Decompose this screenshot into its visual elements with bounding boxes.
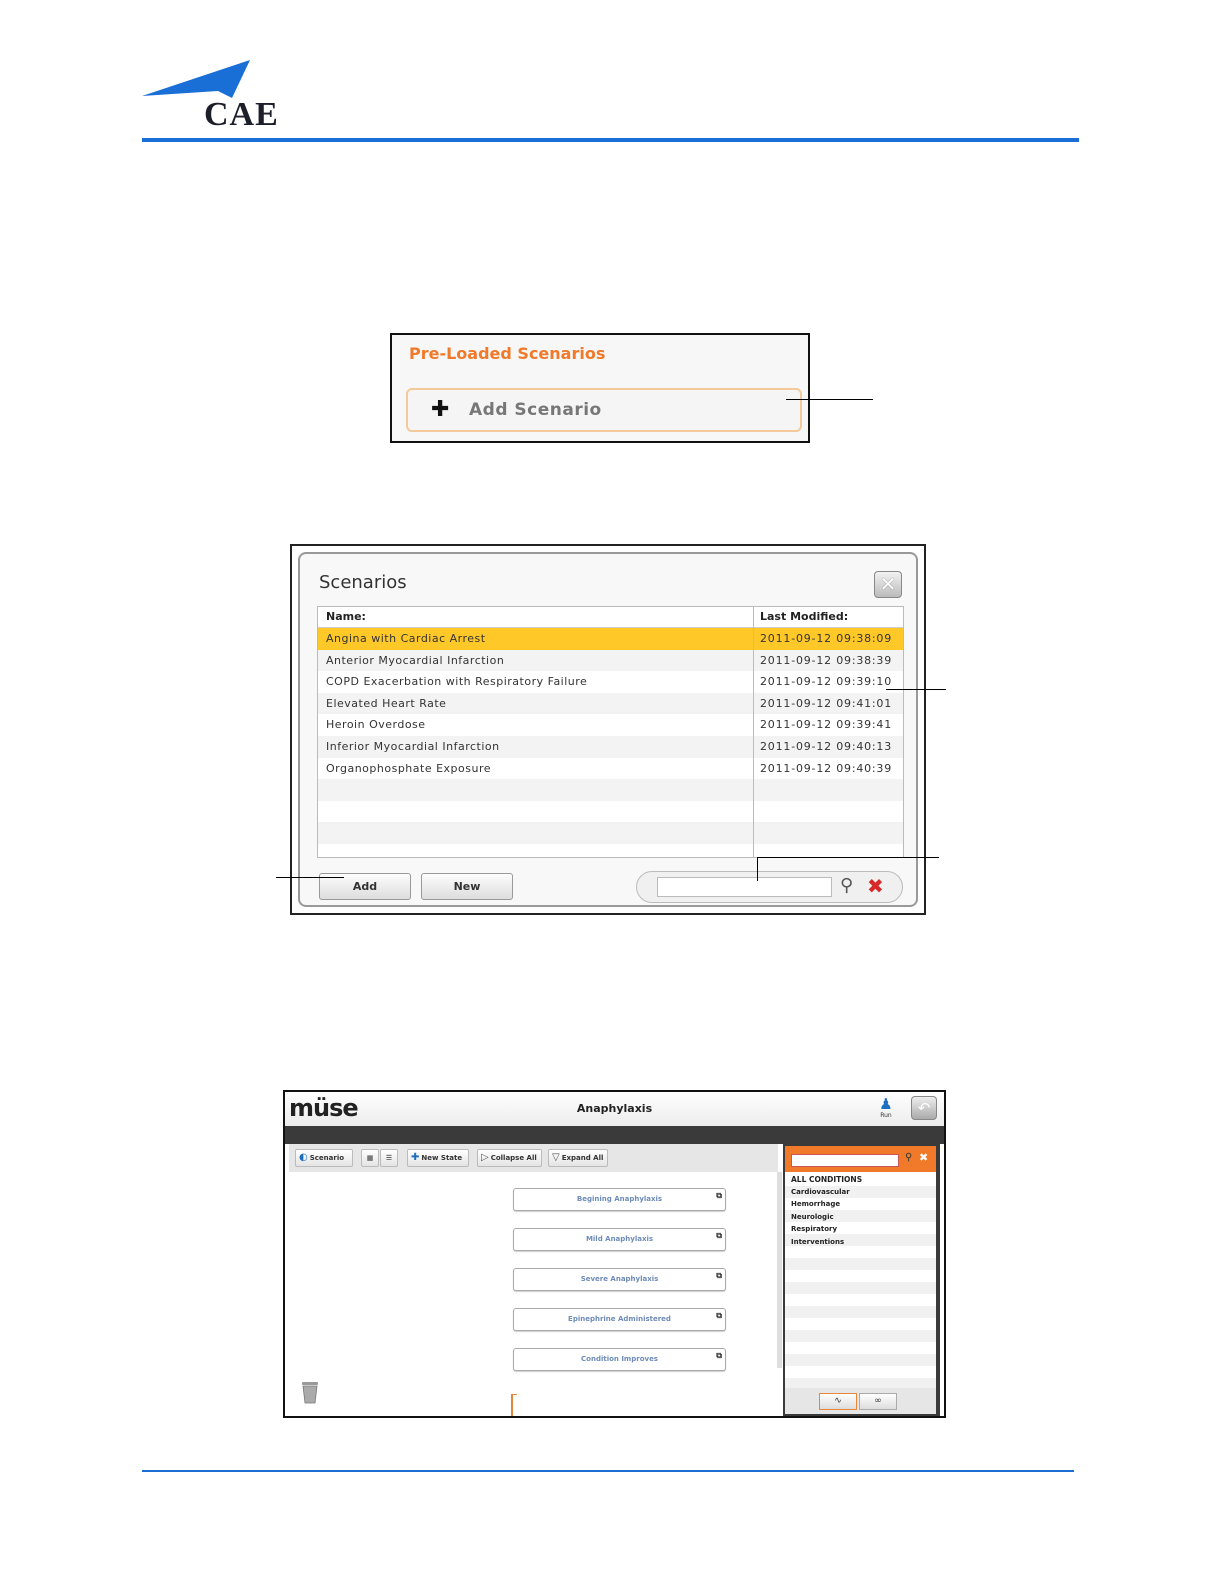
plus-icon: ✚: [431, 397, 450, 422]
dialog-frame: [298, 552, 918, 907]
add-scenario-label: Add Scenario: [469, 400, 602, 420]
state-label: Mild Anaphylaxis: [585, 1235, 654, 1243]
canvas-scrollbar[interactable]: [777, 1172, 782, 1368]
scenario-label: Scenario: [309, 1154, 345, 1162]
grid-view-icon: ▦: [366, 1154, 374, 1162]
cae-logo: [140, 58, 285, 133]
waveform-icon: ∿: [834, 1396, 842, 1406]
scenario-modified: 2011-09-12 09:39:10: [760, 675, 893, 689]
expand-all-label: Expand All: [561, 1154, 604, 1162]
scenario-modified: 2011-09-12 09:41:01: [760, 696, 893, 710]
close-button[interactable]: [874, 571, 902, 598]
list-stripe: [785, 1306, 936, 1318]
scenario-name: Angina with Cardiac Arrest: [326, 632, 486, 645]
voicemail-icon: ∞: [874, 1396, 882, 1406]
condition-item[interactable]: ALL CONDITIONS: [791, 1175, 863, 1184]
dialog-title: Scenarios: [319, 572, 407, 593]
table-row[interactable]: [318, 758, 903, 780]
column-header-last-modified: Last Modified:: [760, 610, 849, 623]
grid-view-button[interactable]: [361, 1149, 379, 1167]
state-canvas: [289, 1172, 775, 1416]
clear-search-icon[interactable]: ✖: [867, 874, 884, 898]
conditions-panel: [783, 1144, 940, 1416]
scenarios-table: [317, 606, 904, 858]
callout-line: [757, 857, 758, 881]
condition-item[interactable]: Cardiovascular: [791, 1187, 850, 1196]
muse-scenario-editor: [283, 1090, 946, 1418]
footer-rule: [142, 1470, 1074, 1472]
duplicate-icon[interactable]: ⧉: [716, 1271, 722, 1280]
scenario-name: Inferior Myocardial Infarction: [326, 740, 500, 753]
logo-text: CAE: [204, 96, 279, 133]
clear-icon[interactable]: ✖: [919, 1151, 929, 1164]
table-row[interactable]: [318, 714, 903, 736]
state-node[interactable]: [513, 1228, 726, 1251]
column-header-name: Name:: [326, 610, 366, 623]
duplicate-icon[interactable]: ⧉: [716, 1351, 722, 1360]
state-node[interactable]: [513, 1308, 726, 1331]
scenario-name: Organophosphate Exposure: [326, 761, 492, 775]
list-stripe: [785, 1354, 936, 1366]
list-view-button[interactable]: [380, 1149, 398, 1167]
state-connector: [511, 1394, 517, 1418]
state-label: Begining Anaphylaxis: [576, 1195, 663, 1203]
condition-item[interactable]: Hemorrhage: [791, 1200, 841, 1209]
state-node[interactable]: [513, 1348, 726, 1371]
state-label: Condition Improves: [581, 1355, 658, 1363]
callout-line: [886, 689, 946, 690]
state-label: Epinephrine Administered: [568, 1315, 671, 1323]
condition-item[interactable]: Interventions: [791, 1238, 845, 1246]
add-button[interactable]: Add: [319, 873, 411, 900]
audio-tab[interactable]: [859, 1393, 897, 1410]
editor-toolbar: [289, 1144, 778, 1172]
list-stripe: [785, 1282, 936, 1294]
table-row[interactable]: [318, 801, 903, 823]
header-band: [285, 1126, 944, 1144]
scenarios-dialog: [290, 544, 926, 915]
new-state-button[interactable]: [407, 1149, 469, 1167]
run-label: Run: [880, 1112, 892, 1119]
search-icon[interactable]: ⚲: [905, 1152, 913, 1163]
panel-title: Pre-Loaded Scenarios: [409, 344, 606, 363]
add-scenario-button[interactable]: [406, 388, 802, 432]
list-stripe: [785, 1258, 936, 1270]
list-view-icon: ☰: [385, 1154, 393, 1162]
run-icon: ♟: [879, 1095, 893, 1113]
plus-icon: ✚: [411, 1152, 420, 1163]
column-divider: [753, 607, 754, 857]
search-box: [636, 871, 903, 903]
muse-logo: müse: [289, 1094, 358, 1122]
condition-item[interactable]: Respiratory: [791, 1225, 838, 1234]
run-button[interactable]: [875, 1096, 897, 1119]
trash-icon[interactable]: [301, 1380, 319, 1404]
back-button[interactable]: [911, 1096, 937, 1120]
state-node[interactable]: [513, 1268, 726, 1291]
state-node[interactable]: [513, 1188, 726, 1211]
duplicate-icon[interactable]: ⧉: [716, 1311, 722, 1320]
vitals-tab[interactable]: [819, 1393, 857, 1410]
preloaded-scenarios-panel: [390, 333, 810, 443]
scenario-name: COPD Exacerbation with Respiratory Failure: [326, 675, 588, 689]
table-row[interactable]: [318, 736, 903, 758]
scenario-button[interactable]: [295, 1149, 353, 1167]
table-row[interactable]: [318, 628, 903, 650]
table-row[interactable]: [318, 779, 903, 801]
list-stripe: [785, 1330, 936, 1342]
callout-line: [786, 399, 873, 400]
scenario-title: Anaphylaxis: [576, 1102, 653, 1115]
expand-all-button[interactable]: [548, 1149, 608, 1167]
back-arrow-icon: ↶: [917, 1099, 931, 1117]
table-row[interactable]: [318, 844, 903, 866]
table-row[interactable]: [318, 650, 903, 672]
collapse-all-label: Collapse All: [490, 1154, 537, 1162]
header-rule: [142, 138, 1079, 142]
table-row[interactable]: [318, 822, 903, 844]
duplicate-icon[interactable]: ⧉: [716, 1191, 722, 1200]
scenario-modified: 2011-09-12 09:38:09: [760, 632, 893, 645]
collapse-icon: ▷: [481, 1152, 489, 1163]
scenario-modified: 2011-09-12 09:40:13: [760, 740, 893, 753]
panel-footer: [785, 1388, 936, 1414]
expand-icon: ▽: [552, 1152, 560, 1163]
scenario-name: Elevated Heart Rate: [326, 696, 447, 710]
conditions-search-input[interactable]: [791, 1154, 899, 1167]
scenario-modified: 2011-09-12 09:39:41: [760, 718, 893, 732]
callout-line: [276, 877, 344, 878]
duplicate-icon[interactable]: ⧉: [716, 1231, 722, 1240]
state-label: Severe Anaphylaxis: [580, 1275, 659, 1283]
new-state-label: New State: [421, 1154, 463, 1162]
table-row[interactable]: [318, 671, 903, 693]
conditions-list: [785, 1172, 936, 1388]
conditions-search-bar: [785, 1146, 936, 1172]
app-header: [285, 1092, 944, 1126]
table-row[interactable]: [318, 693, 903, 715]
collapse-all-button[interactable]: [477, 1149, 542, 1167]
search-icon[interactable]: ⚲: [840, 875, 854, 896]
scenario-modified: 2011-09-12 09:38:39: [760, 653, 893, 667]
scenario-name: Heroin Overdose: [326, 718, 426, 732]
callout-line: [757, 857, 939, 858]
scenario-modified: 2011-09-12 09:40:39: [760, 761, 893, 775]
scenario-icon: ◐: [299, 1152, 308, 1163]
close-icon: ✕: [879, 572, 897, 596]
scenario-name: Anterior Myocardial Infarction: [326, 653, 505, 667]
condition-item[interactable]: Neurologic: [791, 1212, 834, 1221]
new-button[interactable]: New: [421, 873, 513, 900]
search-input[interactable]: [657, 877, 832, 897]
